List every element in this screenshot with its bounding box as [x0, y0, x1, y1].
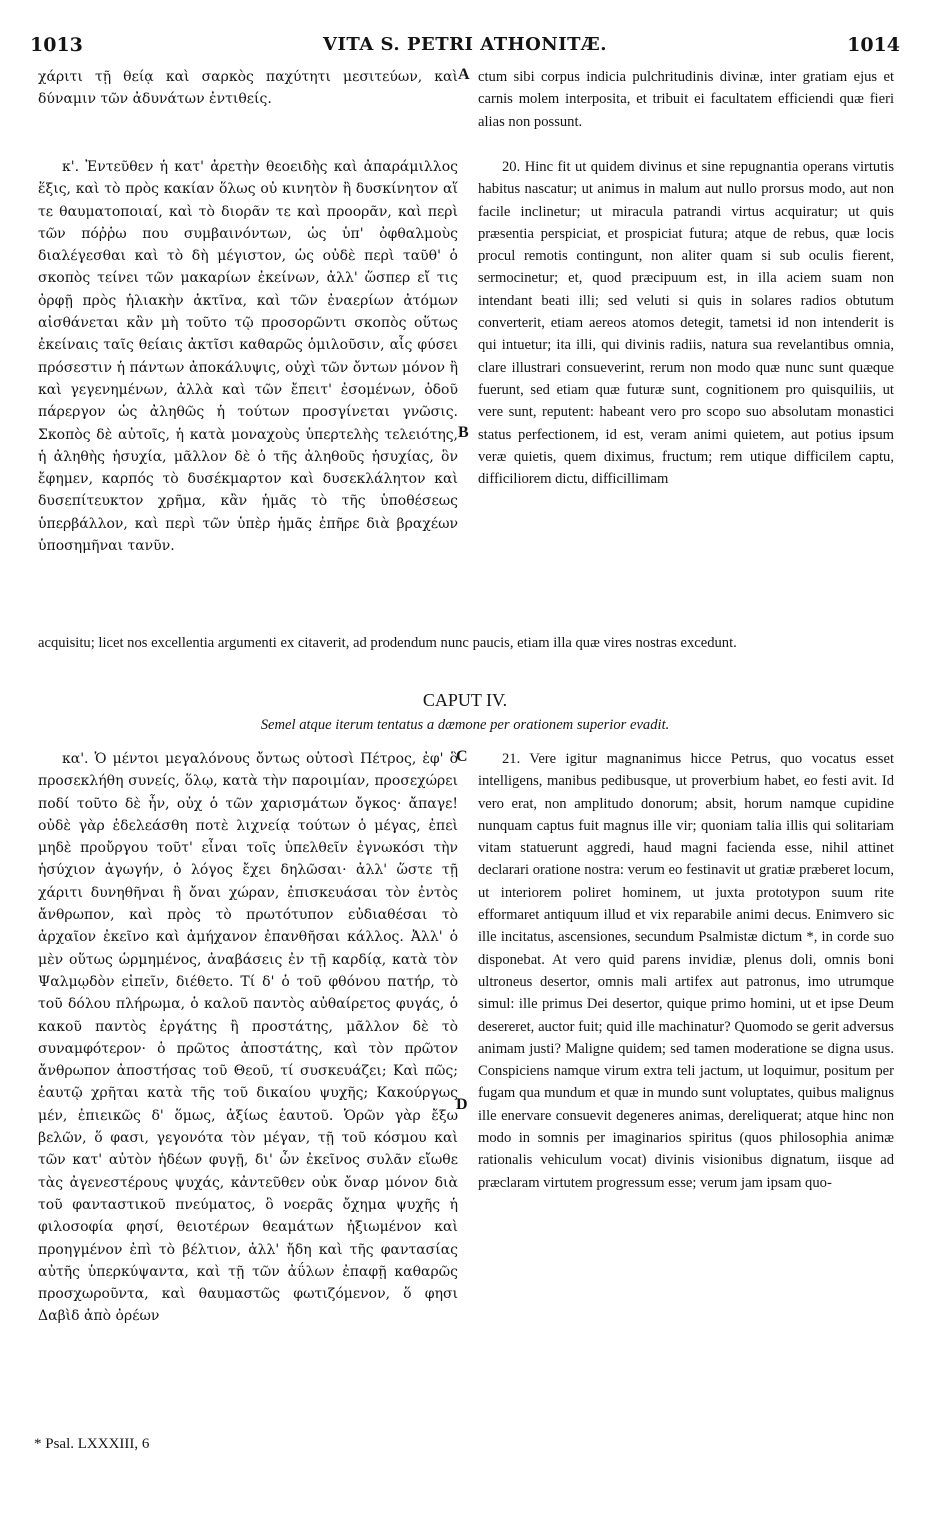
running-header: [30, 34, 900, 64]
footnote: * Psal. LXXXIII, 6: [34, 1436, 150, 1452]
margin-marker-c: C: [456, 748, 468, 765]
margin-marker-a: A: [458, 66, 470, 83]
latin-continuation: [38, 632, 894, 654]
chapter-subtitle: Semel atque iterum tentatus a dæmone per orationem superior evadit.: [260, 717, 670, 733]
page-number-right: 1014: [847, 34, 900, 56]
latin-paragraph-opening: [478, 66, 894, 133]
greek-section-21: [38, 748, 458, 1328]
greek-text-opening: χάριτι τῇ θείᾳ καὶ σαρκὸς παχύτητι μεσιτεύων, καὶ δύναμιν τῶν ἀδυνάτων ἐντιθείς.: [38, 69, 458, 108]
greek-paragraph-opening: [38, 66, 458, 111]
latin-section-20: [478, 156, 894, 490]
greek-text-section-21: κα'. Ὁ μέντοι μεγαλόνους ὄντως οὑτοσὶ Πέτρος, ἐφ' ὃ προσεκλήθη συνείς, ὅλῳ, κατὰ τὴν παροιμίαν, προσεχώρει ποδί τοῦτο δὲ ἦν, οὐχ ὁ τῶν χαρισμάτων ὄγκος· ἄπαγε! οὐδὲ γὰρ ἐδελεάσθη ποτὲ λιχνείᾳ τούτων ὁ μέγας, ἐπεὶ μηδὲ προὔργου τοῦτ' εἶναι τοῖς ὑπελθεῖν ἐγνωκόσι τὴν ἡσύχιον ἀγωγήν, ὁ λόγος ἔχει δηλῶσαι· ἀλλ' ὥστε τῇ χάριτι δυνηθῆναι ἣ ὄναι χώραν, ἐπισκευάσαι τὸν ἐντὸς ἄνθρωπον, καὶ πρὸς τὸ πρωτότυπον εὐδιαθέσαι τὸ ἀρχαῖον ἐκεῖνο καὶ ἀμήχανον ἐπανθῆσαι κάλλος. Ἀλλ' ὁ μὲν οὕτως ὡρμημένος, ἀναβάσεις ἐν τῇ καρδίᾳ, κατὰ τὸν Ψαλμῳδὸν εἰπεῖν, διέθετο. Τί δ' ὁ τοῦ φθόνου πατήρ, τὸ τοῦ δόλου πλήρωμα, ὁ καλοῦ παντὸς αὐθαίρετος φυγάς, ὁ κακοῦ παντὸς ἐργάτης ἢ προστάτης, μᾶλλον δὲ τὸ συναμφότερον· ὁ πρῶτος ἀποστάτης, καὶ τὸν πρῶτον ἄνθρωπον ἀποστήσας τοῦ Θεοῦ, τί συσκευάζει; Καὶ πῶς; ἑαυτῷ χρῆται κατὰ τῆς τοῦ δικαίου ψυχῆς; Κακούργως μέν, ἐπιεικῶς δ' ὅμως, ἀξίως ἑαυτοῦ. Ὁρῶν γὰρ ἔξω βελῶν, ὅ φασι, γεγονότα τὸν μέγαν, τῇ τοῦ κόσμου καὶ τῶν κατ' αὐτὸν ἡδέων φυγῇ, δι' ὧν ἐκεῖνος συλᾶν εἴωθε τὰς ἀγενεστέρους ψυχάς, κἀντεῦθεν οὐκ ὄναρ μόνον διὰ τοῦ φανταστικοῦ πνεύματος, ὃ νοερᾶς ὄχημα ψυχῆς ἡ φιλοσοφία φησί, θειοτέρων θεαμάτων ἠξιωμένον καὶ προηγμένον ἐπὶ τὸ βέλτιον, ἀλλ' ἤδη καὶ τῆς φαντασίας αὐτῆς ὑπερκύψαντα, καὶ τῇ τῶν ἀΰλων ἐπαφῇ καθαρῶς προσχωροῦντα, καὶ θαυμαστῶς φωτιζόμενον, ὅ φησι Δαβὶδ ἀπὸ ὀρέων: [38, 751, 458, 1325]
latin-section-21: [478, 748, 894, 1194]
page-number-left: 1013: [30, 34, 83, 56]
margin-marker-b: B: [458, 424, 469, 441]
latin-text-opening: ctum sibi corpus indicia pulchritudinis divinæ, inter gratiam ejus et carnis molem interposita, et tribuit ei facultatem efficiendi quæ fieri alias non possunt.: [478, 69, 894, 130]
latin-text-section-20: 20. Hinc fit ut quidem divinus et sine repugnantia operans virtutis habitus nascatur; ut animus in malum aut nullo prorsus modo, aut non facile inclinetur; ut miracula patrandi virtus acquiratur; ut quis præsentia perspiciat, et prospiciat futura; atque de rebus, quæ locis procul remotis contingunt, non aliter quam si sub oculis fierent, sermocinetur; et, quod præcipuum est, in illa aciem suam non intendant beati illi; sed veluti si quis in solares radios obtutum converterit, etiam aereos atomos detegit, tametsi id non intenderit is qui intuetur; ita illi, qui divinis radiis, natura sua revelantibus omnia, clare illustrari consueverint, rerum non modo quæ nunc sunt quæque fuerunt, sed etiam quæ futuræ sunt, cognitionem pro quisquiliis, ut vere sunt, reputent: habeant vero pro scopo suo absolutam monastici status perfectionem, id est, veram animi quietem, aut potius ipsum veræ quietis, quem diximus, fructum; rem utique difficilem captu, difficiliorem dictu, difficillimam: [478, 159, 894, 488]
margin-marker-d: D: [456, 1096, 468, 1113]
greek-section-20: [38, 156, 458, 557]
chapter-heading: CAPUT IV.: [422, 690, 508, 710]
latin-text-section-21: 21. Vere igitur magnanimus hicce Petrus, quo vocatus esset intelligens, manibus pedibusque, ut proverbium habet, eo festi avit. Id vero erat, non amplitudo donorum; absit, horum namque cupidine nunquam captus fuit magnus ille vir; quoniam talia illis qui solitariam vitam statuerunt aggredi, haud magni facienda esse, nihil attinet declarari oratione nostra: verum eo festinavit ut gratiæ præberet locum, ut interiorem poliret hominem, ut juxta prototypon suum rite efformaret antiquum illud et vix reparabile animi decus. Enimvero sic ille incitatus, ascensiones, secundum Psalmistæ dictum *, in corde suo disponebat. At vero quid parens invidiæ, plenus doli, omnis boni ultroneus desertor, omnis mali artifex aut patronus, imo utrumque simul: ille primus Dei desertor, quique primo homini, ut et ipse Deum desereret, auctor fuit; quid ille machinatur? Quomodo se gerit adversus animam justi? Maligne quidem; sed tamen moderatione se digna usus. Conspiciens namque virum extra teli jactum, ut loquimur, positum per fugam qua mundum et quæ in mundo sunt voluptates, quibus malignus ille enervare consuevit degeneres animas, dereliquerat; atque hinc non modo in somnis per imaginarios spiritus (quos philosophia animæ rationalis vehiculum vocat) divinis visionibus dignatum, iisque ad præclaram virtutem progressum esse; verum jam ipsam quo-: [478, 751, 894, 1191]
latin-text-continuation: acquisitu; licet nos excellentia argumenti ex citaverit, ad prodendum nunc paucis, etiam illa quæ vires nostras excedunt.: [38, 635, 737, 651]
greek-text-section-20: κ'. Ἐντεῦθεν ἡ κατ' ἀρετὴν θεοειδὴς καὶ ἀπαράμιλλος ἕξις, καὶ τὸ πρὸς κακίαν ὅλως οὐ κινητὸν ἢ δυσκίνητον αἵ τε θαυματοποιαί, καὶ τὸ διορᾶν τε καὶ προορᾶν, καὶ περὶ τῶν πόῤῥω που συμβαινόντων, ὡς ὑπ' ὀφθαλμοὺς διαλέγεσθαι καὶ τὸ δὴ μέγιστον, ὡς οὐδὲ περὶ ταῦθ' ὁ σκοπὸς τείνει τῶν μακαρίων ἐκείνων, ἀλλ' ὥσπερ εἴ τις ὀρφῇ πρὸς ἡλιακὴν ἀκτῖνα, καὶ τῶν ἐναερίων ἀτόμων αἰσθάνεται κἂν μὴ τοῦτο τῷ προσορῶντι σκοπὸς οὕτως ἐκείναις ταῖς θείαις ἀκτῖσι καθαρῶς ὁμιλοῦσιν, αἷς φύσει πρόσεστιν ἡ πάντων ἀποκάλυψις, οὐχὶ τῶν ὄντων μόνον ἢ καὶ γεγενημένων, ἀλλὰ καὶ τῶν ἔπειτ' ἐσομένων, ὁδοῦ πάρεργον ὡς ἀληθῶς ἡ τούτων προσγίνεται γνῶσις. Σκοπὸς δὲ αὐτοῖς, ἡ κατὰ μοναχοὺς ὑπερτελὴς τελειότης, ἡ ἀληθὴς ἡσυχία, μᾶλλον δὲ ὁ τῆς ἀληθοῦς ἡσυχίας, ὃν ἔφημεν, καρπός τὸ δυσέκμαρτον καὶ δυσεκλάλητον καὶ δυσεπίτευκτον χρῆμα, κἂν ἡμᾶς τὸ τῆς ὑποθέσεως ὑπερβάλλον, καὶ περὶ τῶν ὑπὲρ ἡμᾶς ἐπῆρε διὰ βραχέων ὑποσημῆναι τανῦν.: [38, 159, 458, 555]
running-title: VITA S. PETRI ATHONITÆ.: [323, 34, 607, 55]
